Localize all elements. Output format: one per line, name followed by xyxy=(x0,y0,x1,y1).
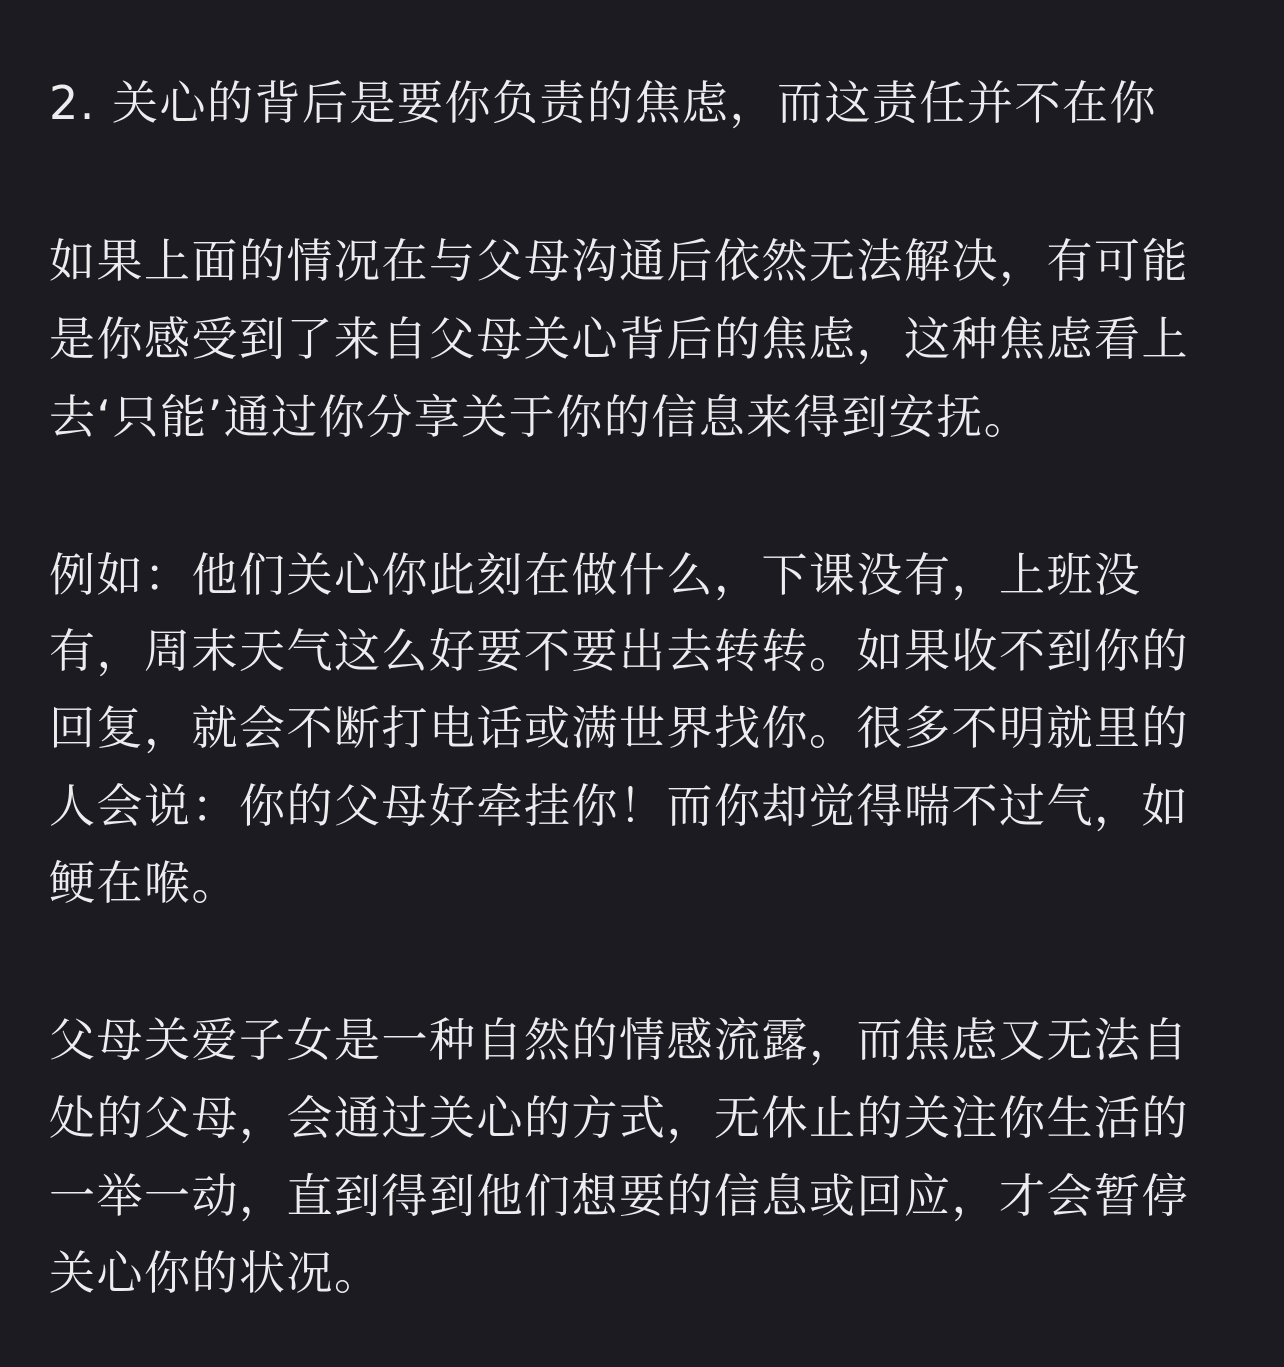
paragraph-line: 一举一动，直到得到他们想要的信息或回应，才会暂停 xyxy=(49,1169,1189,1223)
paragraph-line: 鲠在喉。 xyxy=(49,856,239,910)
paragraph-line: 如果上面的情况在与父母沟通后依然无法解决，有可能 xyxy=(49,234,1189,288)
paragraph-line: 是你感受到了来自父母关心背后的焦虑，这种焦虑看上 xyxy=(49,312,1189,366)
paragraph-line: 关心你的状况。 xyxy=(49,1246,382,1300)
paragraph-line: 父母关爱子女是一种自然的情感流露，而焦虑又无法自 xyxy=(49,1013,1189,1067)
paragraph-line: 处的父母，会通过关心的方式，无休止的关注你生活的 xyxy=(49,1091,1189,1145)
paragraph-line: 去‘只能’通过你分享关于你的信息来得到安抚。 xyxy=(49,390,1032,444)
paragraph-line: 有，周末天气这么好要不要出去转转。如果收不到你的 xyxy=(49,624,1189,678)
paragraph-line: 回复，就会不断打电话或满世界找你。很多不明就里的 xyxy=(49,701,1189,755)
paragraph-line: 例如：他们关心你此刻在做什么，下课没有，上班没 xyxy=(49,548,1142,602)
paragraph-line: 人会说：你的父母好牵挂你！而你却觉得喘不过气，如 xyxy=(49,779,1189,833)
heading-line: 2. 关心的背后是要你负责的焦虑，而这责任并不在你 xyxy=(49,76,1158,130)
